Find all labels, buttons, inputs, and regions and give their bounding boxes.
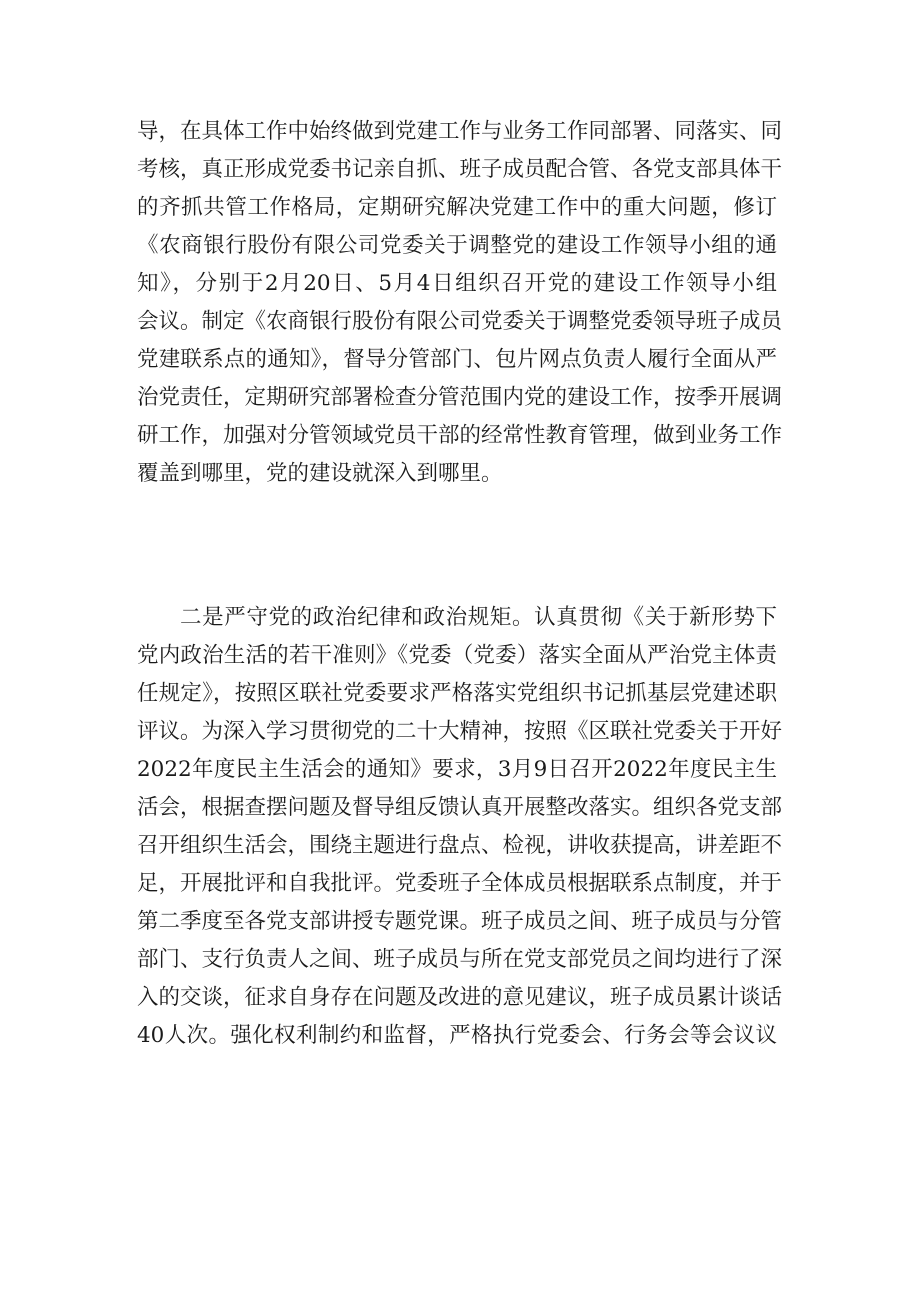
text-line: 入的交谈，征求自身存在问题及改进的意见建议，班子成员累计谈话: [137, 985, 783, 1010]
text-line: 2022年度民主生活会的通知》要求，3月9日召开2022年度民主生: [137, 757, 777, 782]
text-line: 党建联系点的通知》，督导分管部门、包片网点负责人履行全面从严: [137, 347, 777, 372]
text-line: 会议。制定《农商银行股份有限公司党委关于调整党委领导班子成员: [137, 309, 783, 334]
text-line: 二是严守党的政治纪律和政治规矩。认真贯彻《关于新形势下: [180, 605, 777, 630]
text-line: 考核，真正形成党委书记亲自抓、班子成员配合管、各党支部具体干: [137, 157, 783, 182]
paragraph-2: [137, 599, 783, 1055]
text-line: 《农商银行股份有限公司党委关于调整党的建设工作领导小组的通: [137, 233, 777, 258]
text-line: 知》，分别于2月20日、5月4日组织召开党的建设工作领导小组: [137, 271, 777, 296]
text-line: 导，在具体工作中始终做到党建工作与业务工作同部署、同落实、同: [137, 119, 783, 144]
text-line: 评议。为深入学习贯彻党的二十大精神，按照《区联社党委关于开好: [137, 719, 783, 744]
text-line: 的齐抓共管工作格局，定期研究解决党建工作中的重大问题，修订: [137, 195, 777, 220]
paragraph-1: [137, 113, 783, 493]
text-line: 覆盖到哪里，党的建设就深入到哪里。: [137, 461, 503, 486]
text-line: 研工作，加强对分管领域党员干部的经常性教育管理，做到业务工作: [137, 423, 783, 448]
text-line: 治党责任，定期研究部署检查分管范围内党的建设工作，按季开展调: [137, 385, 783, 410]
text-line: 40人次。强化权利制约和监督，严格执行党委会、行务会等会议议: [137, 1023, 777, 1048]
text-line: 党内政治生活的若干准则》《党委（党委）落实全面从严治党主体责: [137, 643, 777, 668]
text-line: 第二季度至各党支部讲授专题党课。班子成员之间、班子成员与分管: [137, 909, 783, 934]
text-line: 活会，根据查摆问题及督导组反馈认真开展整改落实。组织各党支部: [137, 795, 783, 820]
text-line: 召开组织生活会，围绕主题进行盘点、检视，讲收获提高，讲差距不: [137, 833, 783, 858]
text-line: 部门、支行负责人之间、班子成员与所在党支部党员之间均进行了深: [137, 947, 783, 972]
text-line: 任规定》，按照区联社党委要求严格落实党组织书记抓基层党建述职: [137, 681, 777, 706]
text-line: 足，开展批评和自我批评。党委班子全体成员根据联系点制度，并于: [137, 871, 783, 896]
